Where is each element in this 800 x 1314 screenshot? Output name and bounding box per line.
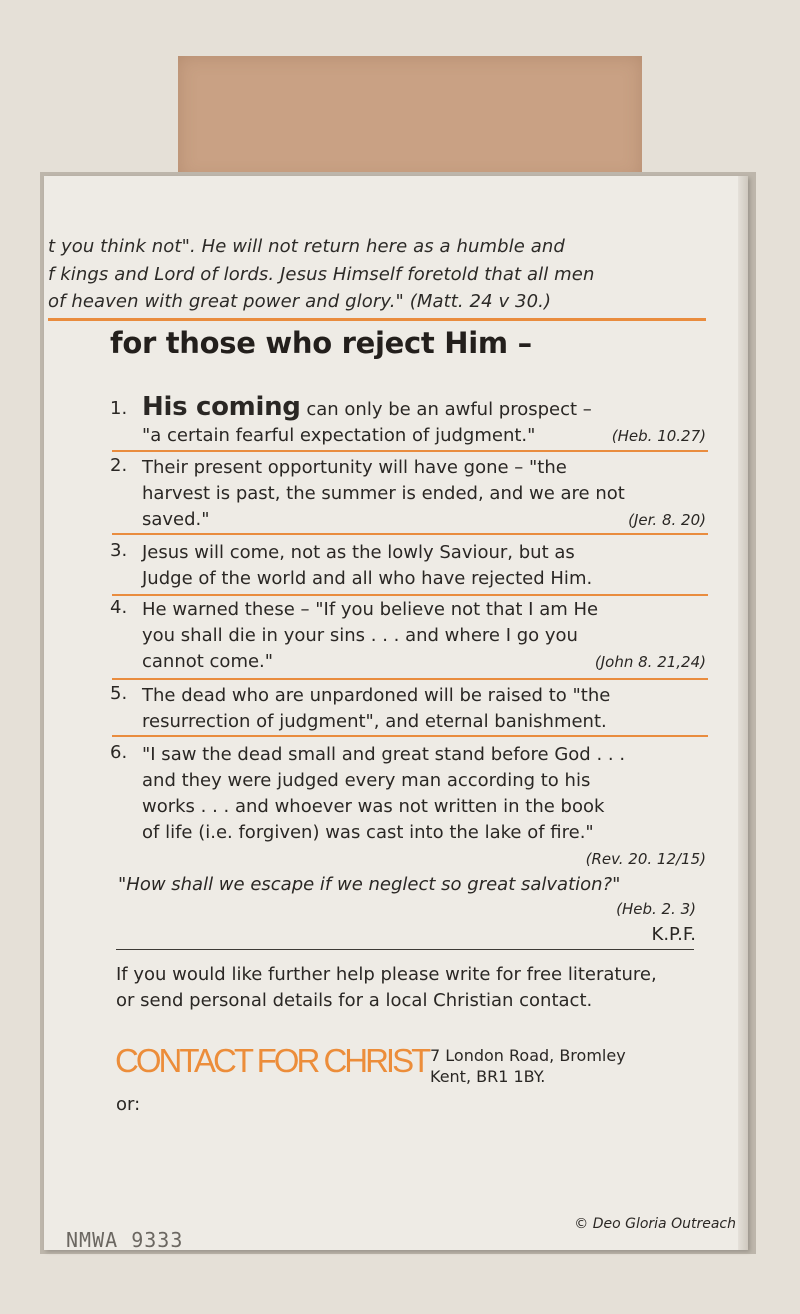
intro-divider [48,318,706,321]
address-line-2: Kent, BR1 1BY. [430,1067,546,1086]
item-divider [112,533,708,535]
item-line: "I saw the dead small and great stand before God . . . [142,744,626,765]
list-item-2 [110,455,706,533]
card-edge [738,176,748,1250]
closing-ref: (Heb. 2. 3) [616,900,696,918]
item-divider [112,735,708,737]
card-tab [178,56,642,180]
item-number: 5. [110,683,128,704]
closing-quote: "How shall we escape if we neglect so great salvation?" [118,874,621,895]
item-line: resurrection of judgment", and eternal banishment. [142,711,607,732]
item-line: harvest is past, the summer is ended, and we are not [142,483,625,504]
scripture-ref: (John 8. 21,24) [594,653,706,671]
list-item-4 [110,597,706,677]
item-line: works . . . and whoever was not written in the book [142,796,605,817]
item-line: cannot come." [142,651,274,672]
item-line: saved." [142,509,210,530]
item-line: He warned these – "If you believe not that I am He [142,599,599,620]
copyright: © Deo Gloria Outreach [574,1216,736,1232]
intro-line-2: f kings and Lord of lords. Jesus Himself foretold that all men [48,264,595,285]
item-divider [112,594,708,596]
item-line: "a certain fearful expectation of judgment." [142,425,536,446]
help-text: If you would like further help please write for free literature, or send personal details for a local Christian contact. [116,964,657,1011]
item-line: Jesus will come, not as the lowly Saviour, but as [142,542,575,563]
accession-number: NMWA 9333 [66,1228,184,1252]
author-initials: K.P.F. [651,924,696,945]
list-item-1 [110,394,706,450]
item-number: 2. [110,455,128,476]
item-number: 4. [110,597,128,618]
scripture-ref: (Heb. 10.27) [611,427,706,445]
list-item-6 [110,742,706,868]
signature-rule [116,949,694,950]
scripture-ref: (Jer. 8. 20) [628,511,706,529]
list-item-5 [110,683,706,737]
item-line: can only be an awful prospect – [306,399,592,420]
item-line: The dead who are unpardoned will be raised to "the [142,685,611,706]
item-number: 3. [110,540,128,561]
list-item-3 [110,540,706,594]
item-number: 1. [110,398,128,419]
item-line: Judge of the world and all who have rejected Him. [142,568,593,589]
intro-line-3: of heaven with great power and glory." (Matt. 24 v 30.) [48,291,552,312]
or-label: or: [116,1094,141,1115]
address [430,1045,626,1087]
item-line: you shall die in your sins . . . and where I go you [142,625,578,646]
intro-line-1: t you think not". He will not return here as a humble and [48,236,565,257]
item-divider [112,450,708,452]
item-line: and they were judged every man according to his [142,770,591,791]
contact-for-christ-logo: CONTACT FOR CHRIST [115,1041,429,1080]
item-number: 6. [110,742,128,763]
scripture-ref: (Rev. 20. 12/15) [585,850,706,868]
section-heading: for those who reject Him – [110,326,532,360]
address-line-1: 7 London Road, Bromley [430,1046,626,1065]
item-line: Their present opportunity will have gone – "the [142,457,567,478]
item-divider [112,678,708,680]
item-line: of life (i.e. forgiven) was cast into the lake of fire." [142,822,594,843]
item-lead: His coming [142,392,301,422]
